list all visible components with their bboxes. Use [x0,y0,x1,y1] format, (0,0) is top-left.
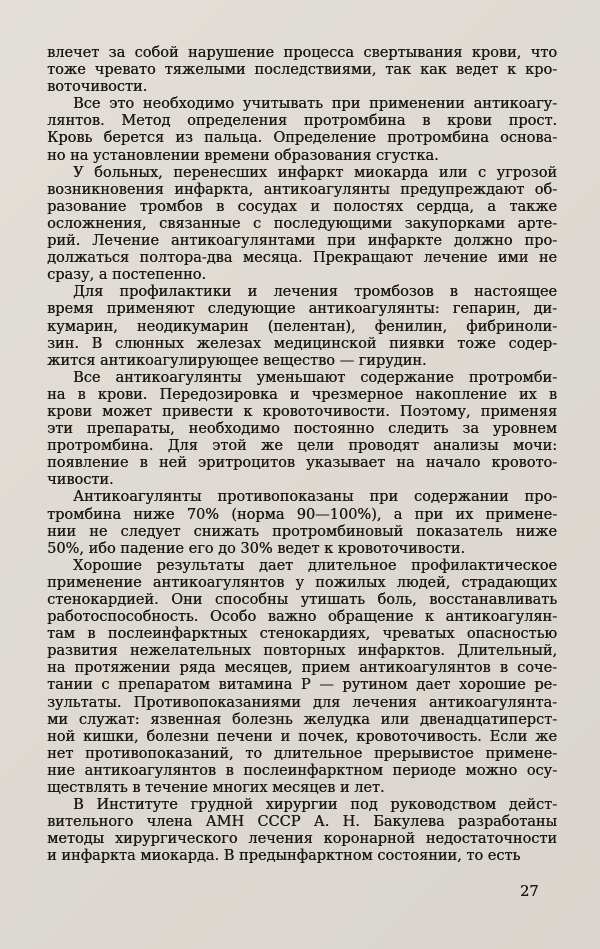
text-block [47,45,557,866]
text-line: осложнения, связанные с последующими закупорками арте- [47,215,557,232]
text-line: возникновения инфаркта, антикоагулянты предупреждают об- [47,181,557,198]
page-number: 27 [520,884,539,900]
text-line: зин. В слюнных железах медицинской пиявки тоже содер- [47,335,557,352]
text-line: появление в ней эритроцитов указывает на начало кровото- [47,455,557,472]
text-line: работоспособность. Особо важно обращение к антикоагулян- [47,609,557,626]
text-line: ной кишки, болезни печени и почек, кровоточивость. Если же [47,728,557,745]
text-line: кумарин, неодикумарин (пелентан), фенилин, фибриноли- [47,318,557,335]
text-line: Для профилактики и лечения тромбозов в настоящее [73,284,557,301]
text-line: разование тромбов в сосудах и полостях сердца, а также [47,198,557,215]
text-line: Хорошие результаты дает длительное профилактическое [73,557,557,574]
text-line: вительного члена АМН СССР А. Н. Бакулева разработаны [47,814,557,831]
text-line: рий. Лечение антикоагулянтами при инфаркте должно про- [47,233,557,250]
text-line: сразу, а постепенно. [47,267,206,284]
text-line: Кровь берется из пальца. Определение протромбина основа- [47,130,557,147]
text-line: методы хирургического лечения коронарной недостаточности [47,831,557,848]
text-line: ми служат: язвенная болезнь желудка или двенадцатиперст- [47,711,557,728]
text-line: там в послеинфарктных стенокардиях, чреватых опасностью [47,626,557,643]
text-line: на протяжении ряда месяцев, прием антикоагулянтов в соче- [47,660,557,677]
text-line: Все это необходимо учитывать при применении антикоагу- [73,96,557,113]
text-line: лянтов. Метод определения протромбина в крови прост. [47,113,557,130]
text-line: влечет за собой нарушение процесса свертывания крови, что [47,45,557,61]
text-line: ние антикоагулянтов в послеинфарктном периоде можно осу- [47,762,557,779]
text-line: на в крови. Передозировка и чрезмерное накопление их в [47,386,557,403]
text-line: применение антикоагулянтов у пожилых людей, страдающих [47,574,557,591]
text-line: протромбина. Для этой же цели проводят анализы мочи: [47,438,557,455]
text-line: эти препараты, необходимо постоянно следить за уровнем [47,421,557,438]
text-line: У больных, перенесших инфаркт миокарда или с угрозой [73,164,557,181]
text-line: воточивости. [47,79,148,96]
text-line: но на установлении времени образования сгустка. [47,147,439,164]
text-line: ществлять в течение многих месяцев и лет. [47,780,385,797]
text-line: должаться полтора-два месяца. Прекращают лечение ими не [47,250,557,267]
text-line: нии не следует снижать протромбиновый показатель ниже [47,523,557,540]
text-line: жится антикоагулирующее вещество — гирудин. [47,352,427,369]
text-line: нет противопоказаний, то длительное прерывистое примене- [47,745,557,762]
text-line: зультаты. Противопоказаниями для лечения антикоагулянта- [47,694,557,711]
text-line: тоже чревато тяжелыми последствиями, так как ведет к кро- [47,62,557,79]
text-line: стенокардией. Они способны утишать боль, восстанавливать [47,592,557,608]
text-line: Все антикоагулянты уменьшают содержание протромби- [73,369,557,386]
text-line: В Институте грудной хирургии под руководством дейст- [73,797,557,814]
text-line: чивости. [47,472,114,489]
text-line: Антикоагулянты противопоказаны при содержании про- [73,489,557,506]
text-line: время применяют следующие антикоагулянты: гепарин, ди- [47,301,557,318]
text-line: развития нежелательных повторных инфарктов. Длительный, [47,643,557,660]
text-line: тромбина ниже 70% (норма 90—100%), а при их примене- [47,506,557,523]
text-line: крови может привести к кровоточивости. Поэтому, применяя [47,403,557,420]
text-line: тании с препаратом витамина Р — рутином дает хорошие ре- [47,677,557,694]
text-line: 50%, ибо падение его до 30% ведет к кровоточивости. [47,540,465,557]
text-line: и инфаркта миокарда. В предынфарктном состоянии, то есть [47,848,521,865]
